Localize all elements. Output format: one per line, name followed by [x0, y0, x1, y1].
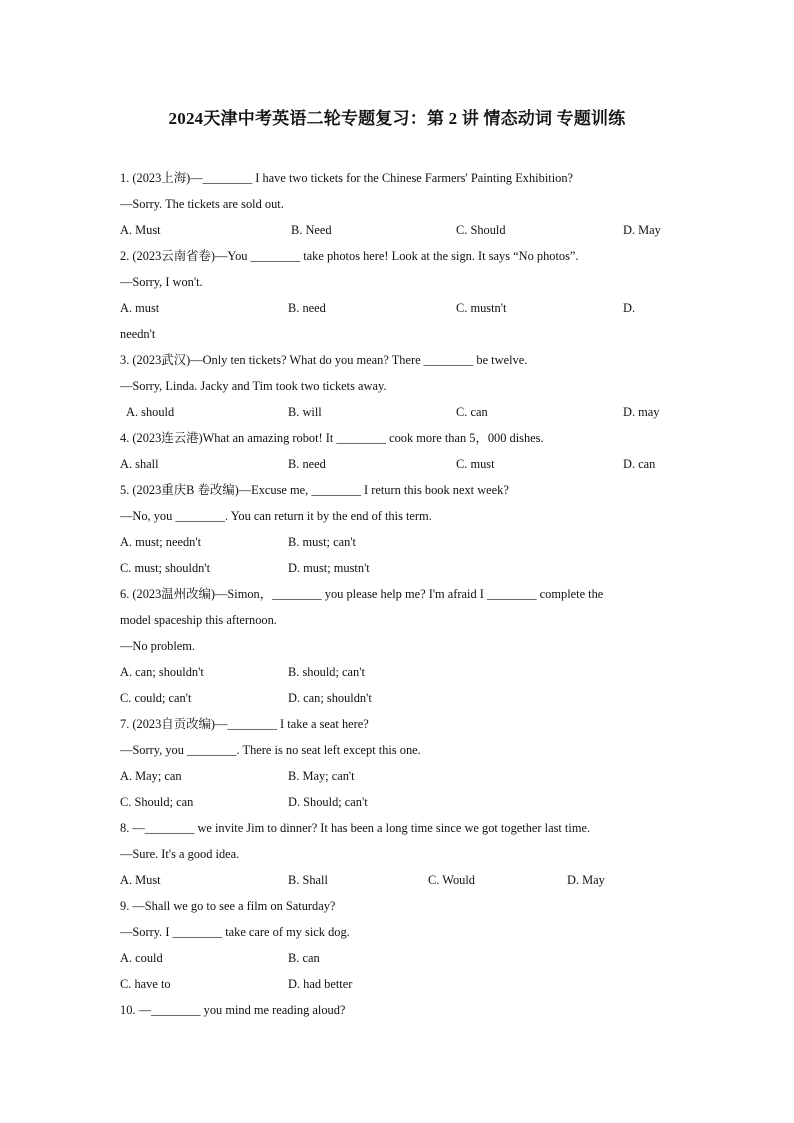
question-7-stem: 7. (2023自贡改编)—________ I take a seat here?	[120, 717, 369, 731]
question-8-option-c: C. Would	[428, 873, 475, 887]
question-8-stem: 8. —________ we invite Jim to dinner? It has been a long time since we got together last time.	[120, 821, 591, 835]
question-6-stem: 6. (2023温州改编)—Simon，________ you please help me? I'm afraid I ________ complete the	[120, 587, 604, 601]
question-3-reply: —Sorry, Linda. Jacky and Tim took two tickets away.	[120, 379, 387, 393]
question-5-option-a: A. must; needn't	[120, 535, 202, 549]
question-4-option-d: D. can	[623, 457, 656, 471]
question-2-option-b: B. need	[288, 301, 326, 315]
question-3-option-d: D. may	[623, 405, 660, 419]
page-title: 2024天津中考英语二轮专题复习：第 2 讲 情态动词 专题训练	[168, 109, 626, 128]
question-2-option-c: C. mustn't	[456, 301, 507, 315]
question-6-option-b: B. should; can't	[288, 665, 365, 679]
question-8-option-a: A. Must	[120, 873, 161, 887]
question-5-option-d: D. must; mustn't	[288, 561, 370, 575]
question-9-option-c: C. have to	[120, 977, 171, 991]
question-6-option-c: C. could; can't	[120, 691, 192, 705]
question-8-reply: —Sure. It's a good idea.	[120, 847, 240, 861]
question-2-option-d-wrap: needn't	[120, 327, 156, 341]
question-6-option-d: D. can; shouldn't	[288, 691, 372, 705]
question-5-stem: 5. (2023重庆B 卷改编)—Excuse me, ________ I return this book next week?	[120, 483, 509, 497]
question-4-option-c: C. must	[456, 457, 495, 471]
question-4-option-a: A. shall	[120, 457, 159, 471]
question-3-option-a: A. should	[126, 405, 175, 419]
question-9-option-b: B. can	[288, 951, 320, 965]
question-7-option-c: C. Should; can	[120, 795, 194, 809]
question-5-option-b: B. must; can't	[288, 535, 356, 549]
question-9-stem: 9. —Shall we go to see a film on Saturday?	[120, 899, 336, 913]
question-6-option-a: A. can; shouldn't	[120, 665, 204, 679]
question-1-option-d: D. May	[623, 223, 661, 237]
question-1-option-c: C. Should	[456, 223, 506, 237]
question-9-option-d: D. had better	[288, 977, 353, 991]
question-9-reply: —Sorry. I ________ take care of my sick dog.	[120, 925, 350, 939]
question-6-reply: —No problem.	[120, 639, 196, 653]
question-7-reply: —Sorry, you ________. There is no seat left except this one.	[120, 743, 421, 757]
question-4-stem: 4. (2023连云港)What an amazing robot! It ________ cook more than 5，000 dishes.	[120, 431, 544, 445]
question-7-option-b: B. May; can't	[288, 769, 355, 783]
question-4-option-b: B. need	[288, 457, 326, 471]
question-5-option-c: C. must; shouldn't	[120, 561, 211, 575]
question-8-option-b: B. Shall	[288, 873, 328, 887]
question-7-option-a: A. May; can	[120, 769, 182, 783]
question-2-option-d: D.	[623, 301, 636, 315]
question-5-reply: —No, you ________. You can return it by the end of this term.	[120, 509, 432, 523]
question-3-option-c: C. can	[456, 405, 488, 419]
question-2-stem: 2. (2023云南省卷)—You ________ take photos here! Look at the sign. It says “No photos”.	[120, 249, 579, 263]
question-3-stem: 3. (2023武汉)—Only ten tickets? What do you mean? There ________ be twelve.	[120, 353, 528, 367]
question-10-stem: 10. —________ you mind me reading aloud?	[120, 1003, 346, 1017]
question-1-stem: 1. (2023上海)—________ I have two tickets for the Chinese Farmers' Painting Exhibition?	[120, 171, 574, 185]
question-6-stem-continued: model spaceship this afternoon.	[120, 613, 277, 627]
question-9-option-a: A. could	[120, 951, 163, 965]
question-1-option-a: A. Must	[120, 223, 161, 237]
question-2-option-a: A. must	[120, 301, 160, 315]
question-2-reply: —Sorry, I won't.	[120, 275, 203, 289]
question-8-option-d: D. May	[567, 873, 605, 887]
question-7-option-d: D. Should; can't	[288, 795, 368, 809]
question-3-option-b: B. will	[288, 405, 322, 419]
question-1-option-b: B. Need	[291, 223, 332, 237]
question-1-reply: —Sorry. The tickets are sold out.	[120, 197, 284, 211]
